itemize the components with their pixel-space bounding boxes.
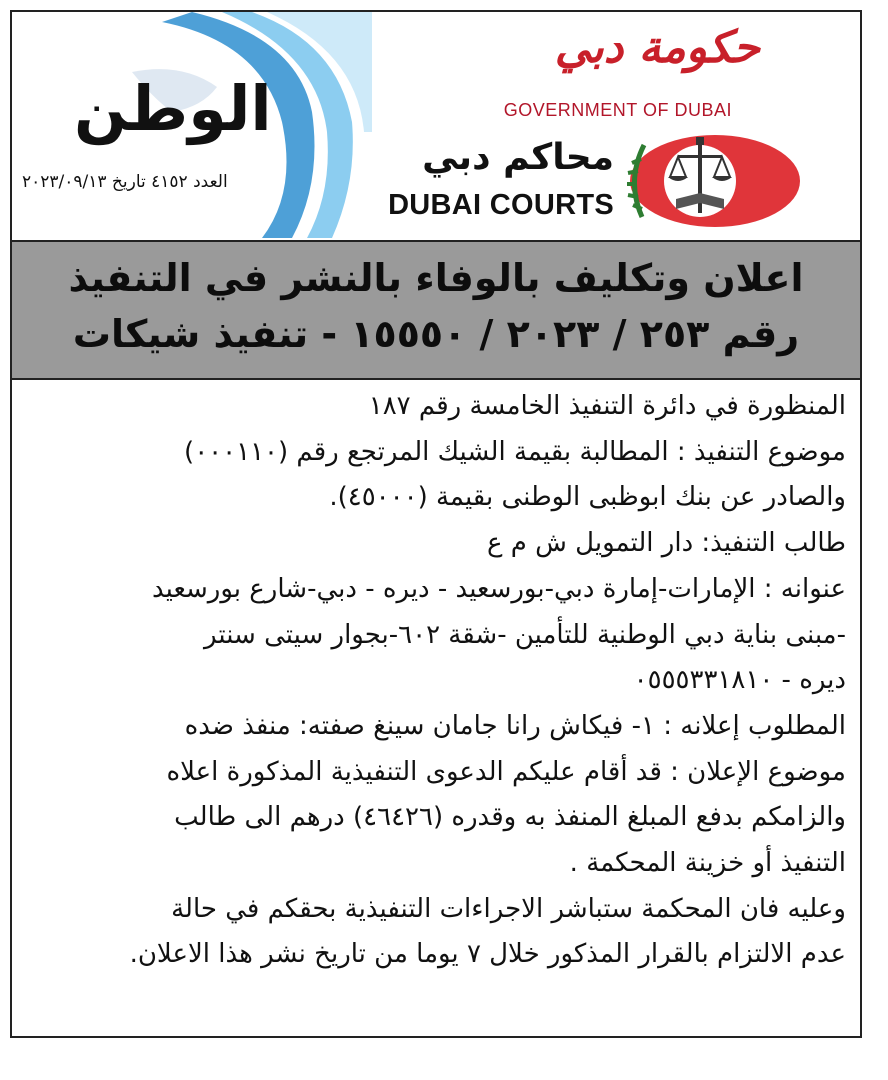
body-line: وعليه فان المحكمة ستباشر الاجراءات التنفيذية بحقكم في حالة bbox=[171, 893, 846, 924]
body-line: ديره - ٠٥٥٥٣٣١٨١٠ bbox=[633, 665, 846, 696]
announcement-body bbox=[28, 384, 846, 978]
body-line: التنفيذ أو خزينة المحكمة . bbox=[569, 848, 846, 879]
government-name-arabic: حكومة دبي bbox=[554, 22, 760, 73]
body-line: طالب التنفيذ: دار التمويل ش م ع bbox=[487, 528, 846, 559]
courts-name-arabic: محاكم دبي bbox=[422, 137, 614, 178]
dubai-courts-logo bbox=[380, 127, 850, 237]
title-line-1: اعلان وتكليف بالوفاء بالنشر في التنفيذ bbox=[68, 256, 804, 300]
government-name-english: GOVERNMENT OF DUBAI bbox=[503, 100, 732, 120]
announcement-frame bbox=[10, 10, 862, 1038]
body-line: -مبنى بناية دبي الوطنية للتأمين -شقة ٦٠٢-بجوار سيتى سنتر bbox=[204, 619, 846, 650]
body-line: موضوع التنفيذ : المطالبة بقيمة الشيك المرتجع رقم (٠٠٠١١٠) bbox=[184, 436, 846, 467]
body-line: المطلوب إعلانه : ١- فيكاش رانا جامان سينغ صفته: منفذ ضده bbox=[184, 710, 846, 741]
header bbox=[12, 12, 860, 238]
body-line: عدم الالتزام بالقرار المذكور خلال ٧ يوما من تاريخ نشر هذا الاعلان. bbox=[129, 939, 846, 970]
body-line: عنوانه : الإمارات-إمارة دبي-بورسعيد - ديره - دبي-شارع بورسعيد bbox=[151, 573, 846, 604]
issue-date: العدد ٤١٥٢ تاريخ ٢٠٢٣/٠٩/١٣ bbox=[22, 172, 228, 192]
courts-name-english: DUBAI COURTS bbox=[388, 189, 614, 221]
newspaper-name: الوطن bbox=[74, 72, 272, 145]
scales-of-justice-icon bbox=[620, 129, 800, 233]
body-line: موضوع الإعلان : قد أقام عليكم الدعوى التنفيذية المذكورة اعلاه bbox=[166, 756, 846, 787]
body-line: المنظورة في دائرة التنفيذ الخامسة رقم ١٨٧ bbox=[368, 391, 846, 421]
body-line: والصادر عن بنك ابوظبى الوطنى بقيمة (٤٥٠٠٠). bbox=[329, 482, 846, 513]
body-line: والزامكم بدفع المبلغ المنفذ به وقدره (٤٦٤٢٦) درهم الى طالب bbox=[174, 802, 846, 833]
announcement-title bbox=[12, 240, 860, 380]
newspaper-masthead bbox=[12, 12, 372, 238]
title-line-2: رقم ٢٥٣ / ٢٠٢٣ / ١٥٥٥٠ - تنفيذ شيكات bbox=[72, 312, 800, 356]
government-logo bbox=[430, 18, 850, 128]
